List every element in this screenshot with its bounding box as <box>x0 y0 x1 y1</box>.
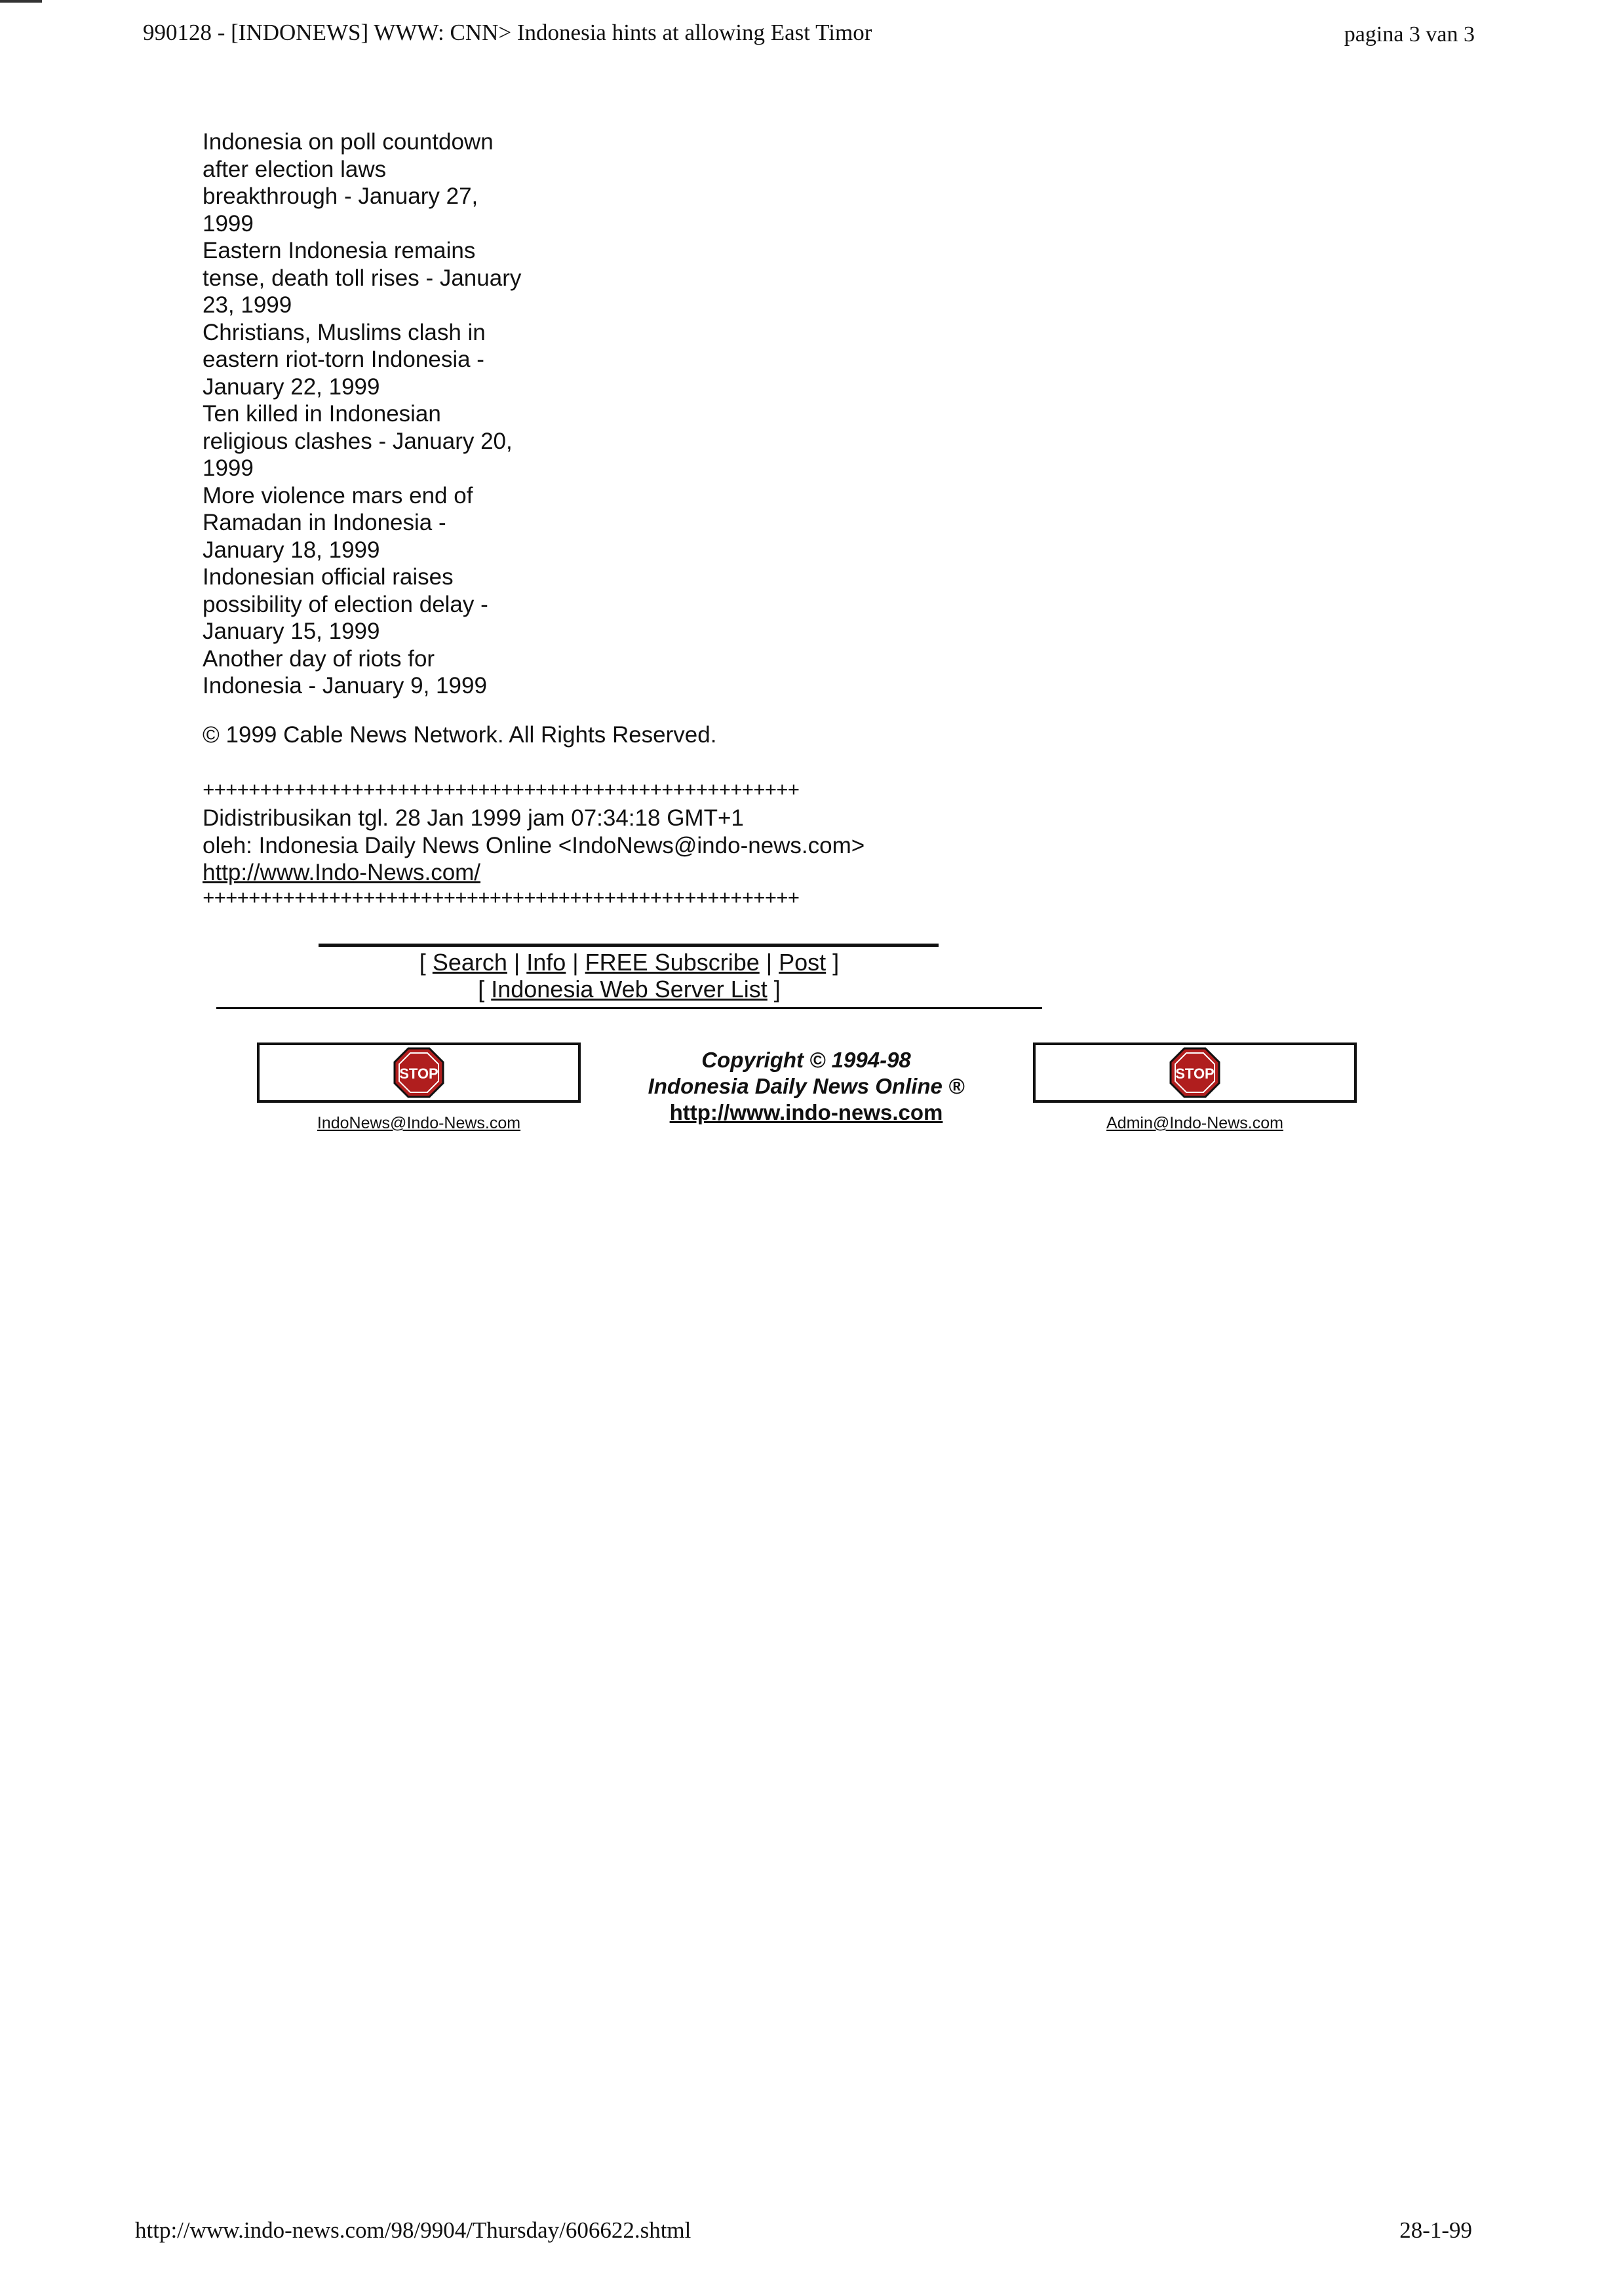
news-item-line: Ten killed in Indonesian <box>203 401 441 427</box>
stop-sign-icon <box>393 1046 445 1099</box>
news-item-line: January 22, 1999 <box>203 373 380 400</box>
scan-corner-mark <box>0 0 42 3</box>
print-header-title: 990128 - [INDONEWS] WWW: CNN> Indonesia hints at allowing East Timor <box>143 20 872 45</box>
print-footer-url: http://www.indo-news.com/98/9904/Thursday/606622.shtml <box>135 2217 691 2243</box>
news-item[interactable] <box>203 564 570 645</box>
distribution-sender: oleh: Indonesia Daily News Online <IndoNews@indo-news.com> <box>203 832 865 858</box>
plus-separator-bottom: ++++++++++++++++++++++++++++++++++++++++++++++++++++ <box>203 888 800 911</box>
indo-news-home-link[interactable]: http://www.Indo-News.com/ <box>203 860 481 885</box>
print-page-number: pagina 3 van 3 <box>1344 22 1475 47</box>
nav-bottom-rule <box>216 1007 1042 1009</box>
nav-info-link[interactable]: Info <box>526 949 566 976</box>
news-item-line: January 15, 1999 <box>203 619 380 644</box>
news-item-line: after election laws <box>203 156 387 182</box>
news-item-line: religious clashes - January 20, <box>203 428 513 454</box>
stop-sign-icon <box>1169 1046 1221 1099</box>
admin-email-link[interactable]: Admin@Indo-News.com <box>1106 1114 1283 1132</box>
related-news-list <box>203 128 570 700</box>
news-item[interactable] <box>203 400 570 482</box>
news-item-line: Indonesia - January 9, 1999 <box>203 673 487 698</box>
site-copyright-line: Copyright © 1994-98 <box>701 1048 911 1072</box>
plus-separator-top: ++++++++++++++++++++++++++++++++++++++++++++++++++++ <box>203 780 800 803</box>
right-stop-button[interactable] <box>1033 1043 1357 1103</box>
news-item-line: Eastern Indonesia remains <box>203 238 476 263</box>
news-item-line: possibility of election delay - <box>203 591 488 617</box>
site-url-link[interactable]: http://www.indo-news.com <box>669 1100 943 1124</box>
nav-web-server-list-link[interactable]: Indonesia Web Server List <box>491 976 768 1003</box>
news-item-line: eastern riot-torn Indonesia - <box>203 347 484 372</box>
distribution-info <box>203 805 865 887</box>
news-item-line: Indonesia on poll countdown <box>203 129 494 155</box>
news-item[interactable] <box>203 482 570 564</box>
nav-row-servers: [ Indonesia Web Server List ] <box>478 976 781 1003</box>
news-item-line: 1999 <box>203 455 254 481</box>
svg-text:STOP: STOP <box>1175 1065 1215 1082</box>
news-item-line: Ramadan in Indonesia - <box>203 510 446 535</box>
news-item-line: Another day of riots for <box>203 645 435 672</box>
svg-text:STOP: STOP <box>399 1065 438 1082</box>
distribution-date: Didistribusikan tgl. 28 Jan 1999 jam 07:34:18 GMT+1 <box>203 805 744 831</box>
nav-search-link[interactable]: Search <box>432 949 507 976</box>
news-item[interactable] <box>203 319 570 401</box>
site-navigation <box>216 949 1042 1003</box>
news-item-line: tense, death toll rises - January <box>203 265 522 291</box>
left-stop-button[interactable] <box>257 1043 581 1103</box>
nav-post-link[interactable]: Post <box>779 949 827 976</box>
print-footer-date: 28-1-99 <box>1399 2217 1472 2243</box>
news-item-line: Christians, Muslims clash in <box>203 319 486 345</box>
nav-row-main: [ Search | Info | FREE Subscribe | Post ] <box>419 949 840 976</box>
news-item[interactable] <box>203 237 570 319</box>
indonews-email-link[interactable]: IndoNews@Indo-News.com <box>317 1114 521 1132</box>
news-item-line: breakthrough - January 27, <box>203 183 478 209</box>
news-item-line: January 18, 1999 <box>203 537 380 563</box>
news-item[interactable] <box>203 128 570 237</box>
news-item-line: More violence mars end of <box>203 482 473 508</box>
news-item[interactable] <box>203 645 570 700</box>
news-item-line: 1999 <box>203 210 254 237</box>
nav-subscribe-link[interactable]: FREE Subscribe <box>585 949 760 976</box>
site-copyright <box>616 1047 996 1126</box>
news-item-line: 23, 1999 <box>203 292 292 318</box>
cnn-copyright-notice: © 1999 Cable News Network. All Rights Reserved. <box>203 722 717 748</box>
site-name: Indonesia Daily News Online ® <box>648 1074 965 1098</box>
news-item-line: Indonesian official raises <box>203 564 454 590</box>
nav-top-rule <box>319 944 939 947</box>
